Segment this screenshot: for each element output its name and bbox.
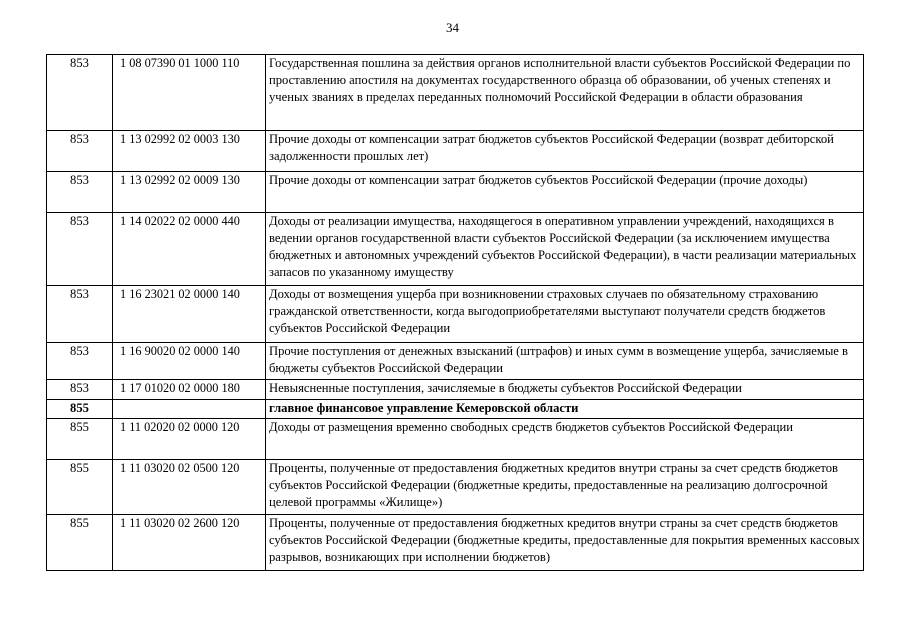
revenue-name-cell: Проценты, полученные от предоставления бюджетных кредитов внутри страны за счет средств бюджетов субъектов Российской Федерации (бюджетные кредиты, предоставленные для покрытия временных кассовых разрывов, возникающих при исполнении бюджетов)	[266, 515, 864, 571]
table-row	[47, 55, 864, 131]
admin-code-cell: 855	[47, 419, 113, 460]
table-row	[47, 460, 864, 515]
budget-code-cell: 1 11 02020 02 0000 120	[113, 419, 266, 460]
admin-code-cell: 853	[47, 213, 113, 286]
table-row	[47, 286, 864, 343]
budget-code-cell: 1 11 03020 02 2600 120	[113, 515, 266, 571]
admin-code-cell: 855	[47, 400, 113, 419]
table-row	[47, 131, 864, 172]
table-row	[47, 380, 864, 400]
revenue-name-cell: Доходы от реализации имущества, находящегося в оперативном управлении учреждений, находящихся в ведении органов государственной власти субъектов Российской Федерации (за исключением имущества бюджетных и автономных учреждений субъектов Российской Федерации), в части реализации материальных запасов по указанному имуществу	[266, 213, 864, 286]
revenue-name-cell: Доходы от размещения временно свободных средств бюджетов субъектов Российской Федерации	[266, 419, 864, 460]
table-row	[47, 343, 864, 380]
administrator-header-row	[47, 400, 864, 419]
revenue-name-cell: Проценты, полученные от предоставления бюджетных кредитов внутри страны за счет средств бюджетов субъектов Российской Федерации (бюджетные кредиты, предоставленные на реализацию долгосрочной целевой программы «Жилище»)	[266, 460, 864, 515]
admin-code-cell: 853	[47, 172, 113, 213]
budget-code-cell: 1 08 07390 01 1000 110	[113, 55, 266, 131]
admin-code-cell: 853	[47, 286, 113, 343]
admin-code-cell: 853	[47, 343, 113, 380]
budget-code-cell: 1 13 02992 02 0009 130	[113, 172, 266, 213]
revenue-name-cell: Прочие доходы от компенсации затрат бюджетов субъектов Российской Федерации (прочие доходы)	[266, 172, 864, 213]
revenue-name-cell: Невыясненные поступления, зачисляемые в бюджеты субъектов Российской Федерации	[266, 380, 864, 400]
admin-code-cell: 853	[47, 131, 113, 172]
budget-code-cell: 1 16 23021 02 0000 140	[113, 286, 266, 343]
revenue-name-cell: Доходы от возмещения ущерба при возникновении страховых случаев по обязательному страхованию гражданской ответственности, когда выгодоприобретателями выступают получатели средств бюджетов субъектов Российской Федерации	[266, 286, 864, 343]
budget-code-cell: 1 14 02022 02 0000 440	[113, 213, 266, 286]
admin-code-cell: 855	[47, 460, 113, 515]
table-row	[47, 419, 864, 460]
budget-code-cell: 1 13 02992 02 0003 130	[113, 131, 266, 172]
revenue-name-cell: Прочие доходы от компенсации затрат бюджетов субъектов Российской Федерации (возврат дебиторской задолженности прошлых лет)	[266, 131, 864, 172]
table-row	[47, 172, 864, 213]
revenue-name-cell: Государственная пошлина за действия органов исполнительной власти субъектов Российской Федерации по проставлению апостиля на документах государственного образца об образовании, об ученых степенях и ученых званиях в пределах переданных полномочий Российской Федерации в области образования	[266, 55, 864, 131]
admin-code-cell: 853	[47, 380, 113, 400]
admin-code-cell: 853	[47, 55, 113, 131]
table-row	[47, 213, 864, 286]
budget-code-cell	[113, 400, 266, 419]
revenue-codes-table	[46, 54, 864, 571]
budget-code-cell: 1 17 01020 02 0000 180	[113, 380, 266, 400]
page-number: 34	[446, 20, 459, 35]
budget-code-cell: 1 11 03020 02 0500 120	[113, 460, 266, 515]
revenue-name-cell: Прочие поступления от денежных взысканий (штрафов) и иных сумм в возмещение ущерба, зачисляемые в бюджеты субъектов Российской Федерации	[266, 343, 864, 380]
budget-code-cell: 1 16 90020 02 0000 140	[113, 343, 266, 380]
admin-code-cell: 855	[47, 515, 113, 571]
administrator-name-cell: главное финансовое управление Кемеровской области	[266, 400, 864, 419]
table-row	[47, 515, 864, 571]
